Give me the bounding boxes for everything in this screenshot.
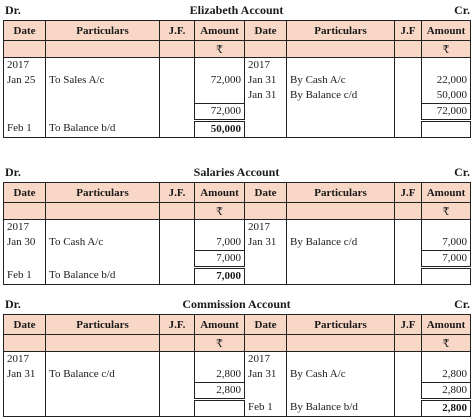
col-amount: Amount: [422, 21, 471, 41]
ledger-title-row: [3, 164, 470, 182]
year-cell: 2017: [4, 352, 46, 368]
col-amount: Amount: [195, 183, 245, 203]
date-cell: Feb 1: [4, 121, 46, 138]
ledger-title-row: [3, 2, 470, 20]
col-jf: J.F.: [160, 21, 195, 41]
col-particulars: Particulars: [46, 21, 160, 41]
col-date: Date: [245, 183, 287, 203]
col-amount: Amount: [422, 315, 471, 335]
table-row: [4, 73, 471, 88]
year-cell: 2017: [245, 58, 287, 74]
date-cell: Feb 1: [245, 400, 287, 417]
table-row: [4, 352, 471, 368]
amount-cell: 50,000: [422, 88, 471, 104]
date-cell: Jan 31: [4, 367, 46, 383]
col-particulars: Particulars: [46, 183, 160, 203]
rupee-unit: ₹: [422, 41, 471, 58]
ledger-table: [3, 314, 471, 417]
year-cell: 2017: [245, 352, 287, 368]
particulars-cell: To Balance b/d: [46, 268, 160, 285]
dr-label: Dr.: [5, 3, 21, 17]
rupee-unit: ₹: [422, 335, 471, 352]
col-particulars: Particulars: [287, 183, 395, 203]
total-cell: 2,800: [195, 383, 245, 400]
date-cell: Jan 25: [4, 73, 46, 88]
table-row: [4, 220, 471, 236]
date-cell: Jan 31: [245, 88, 287, 104]
balance-amount-cell: 50,000: [195, 121, 245, 138]
col-jf: J.F.: [160, 183, 195, 203]
col-amount: Amount: [195, 21, 245, 41]
table-row: [4, 121, 471, 138]
cr-label: Cr.: [454, 165, 470, 179]
col-date: Date: [245, 315, 287, 335]
col-jf: J.F: [395, 315, 422, 335]
particulars-cell: To Cash A/c: [46, 235, 160, 251]
particulars-cell: To Balance c/d: [46, 367, 160, 383]
balance-amount-cell: 7,000: [195, 268, 245, 285]
ledger-table: [3, 20, 471, 138]
total-cell: 7,000: [195, 251, 245, 268]
col-date: Date: [245, 21, 287, 41]
col-date: Date: [4, 183, 46, 203]
elizabeth-account-ledger: [3, 2, 470, 138]
dr-label: Dr.: [5, 297, 21, 311]
total-row: [4, 104, 471, 121]
col-particulars: Particulars: [287, 315, 395, 335]
balance-amount-cell: 2,800: [422, 400, 471, 417]
amount-cell: 2,800: [195, 367, 245, 383]
total-cell: 72,000: [422, 104, 471, 121]
salaries-account-ledger: [3, 164, 470, 285]
table-row: [4, 58, 471, 74]
col-particulars: Particulars: [46, 315, 160, 335]
table-row: [4, 88, 471, 104]
particulars-cell: By Balance c/d: [287, 235, 395, 251]
total-row: [4, 251, 471, 268]
date-cell: Jan 31: [245, 367, 287, 383]
col-amount: Amount: [195, 315, 245, 335]
particulars-cell: To Balance b/d: [46, 121, 160, 138]
cr-label: Cr.: [454, 3, 470, 17]
ledger-table: [3, 182, 471, 285]
commission-account-ledger: [3, 296, 470, 417]
table-row: [4, 367, 471, 383]
particulars-cell: By Balance c/d: [287, 88, 395, 104]
col-particulars: Particulars: [287, 21, 395, 41]
amount-cell: 72,000: [195, 73, 245, 88]
col-amount: Amount: [422, 183, 471, 203]
col-date: Date: [4, 315, 46, 335]
particulars-cell: To Sales A/c: [46, 73, 160, 88]
rupee-unit: ₹: [195, 41, 245, 58]
col-jf: J.F.: [160, 315, 195, 335]
dr-label: Dr.: [5, 165, 21, 179]
col-date: Date: [4, 21, 46, 41]
particulars-cell: By Balance b/d: [287, 400, 395, 417]
col-jf: J.F: [395, 183, 422, 203]
total-cell: 7,000: [422, 251, 471, 268]
table-row: [4, 268, 471, 285]
rupee-unit: ₹: [195, 203, 245, 220]
amount-cell: 7,000: [195, 235, 245, 251]
amount-cell: 2,800: [422, 367, 471, 383]
year-cell: 2017: [245, 220, 287, 236]
year-cell: 2017: [4, 58, 46, 74]
total-row: [4, 383, 471, 400]
table-row: [4, 400, 471, 417]
account-title: Commission Account: [182, 297, 291, 311]
date-cell: Jan 31: [245, 73, 287, 88]
cr-label: Cr.: [454, 297, 470, 311]
total-cell: 2,800: [422, 383, 471, 400]
particulars-cell: By Cash A/c: [287, 367, 395, 383]
account-title: Elizabeth Account: [189, 3, 284, 17]
year-cell: 2017: [4, 220, 46, 236]
amount-cell: 7,000: [422, 235, 471, 251]
table-row: [4, 235, 471, 251]
amount-cell: 22,000: [422, 73, 471, 88]
ledger-title-row: [3, 296, 470, 314]
total-cell: 72,000: [195, 104, 245, 121]
date-cell: Jan 30: [4, 235, 46, 251]
account-title: Salaries Account: [193, 165, 280, 179]
particulars-cell: By Cash A/c: [287, 73, 395, 88]
date-cell: Feb 1: [4, 268, 46, 285]
rupee-unit: ₹: [195, 335, 245, 352]
col-jf: J.F: [395, 21, 422, 41]
rupee-unit: ₹: [422, 203, 471, 220]
date-cell: Jan 31: [245, 235, 287, 251]
